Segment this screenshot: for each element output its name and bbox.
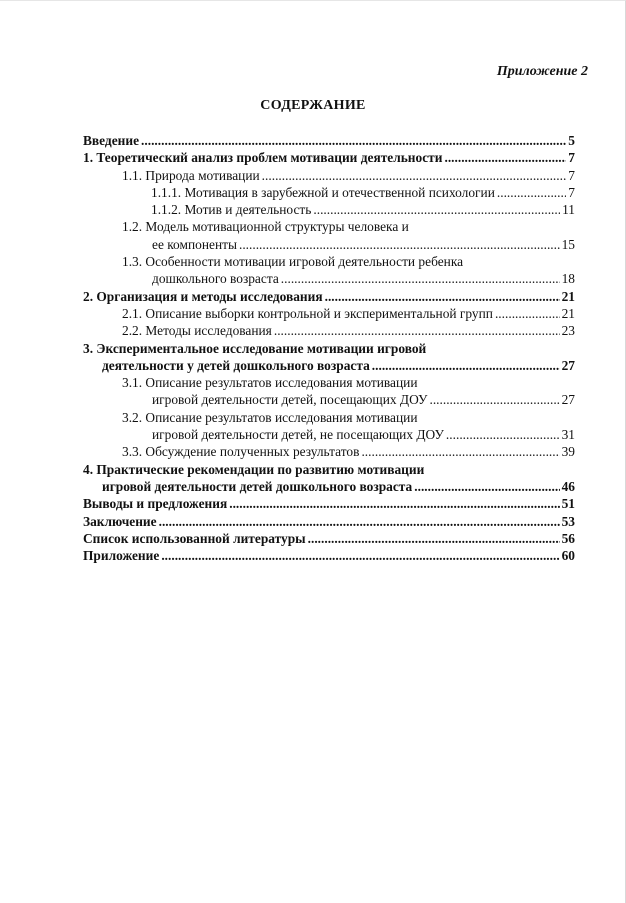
toc-entry-conclusions xyxy=(83,495,575,512)
appendix-label: Приложение 2 xyxy=(496,64,588,79)
dot-leader xyxy=(229,495,559,512)
toc-entry-text: Список использованной литературы xyxy=(83,530,306,546)
dot-leader xyxy=(262,167,567,184)
dot-leader xyxy=(141,132,566,149)
page-title: СОДЕРЖАНИЕ xyxy=(260,98,366,113)
toc-entry-1-1-2 xyxy=(83,201,575,218)
dot-leader xyxy=(446,426,560,443)
toc-entry-appendix xyxy=(83,547,575,564)
dot-leader xyxy=(281,270,560,287)
toc-entry-chapter-4 xyxy=(83,461,575,478)
toc-entry-3-2 xyxy=(83,409,575,426)
toc-page-number: 5 xyxy=(568,133,575,148)
dot-leader xyxy=(161,547,559,564)
dot-leader xyxy=(429,391,559,408)
toc-entry-text: 1.3. Особенности мотивации игровой деятельности ребенка xyxy=(122,254,464,270)
toc-page-number: 27 xyxy=(561,392,575,408)
toc-entry-2-2 xyxy=(83,322,575,339)
dot-leader xyxy=(308,530,560,547)
toc-entry-chapter-1 xyxy=(83,149,575,166)
toc-entry-1-1 xyxy=(83,167,575,184)
toc-entry-text: 1.1.1. Мотивация в зарубежной и отечественной психологии xyxy=(151,184,495,200)
toc-page-number: 60 xyxy=(561,548,575,564)
toc-entry-text: 1.1. Природа мотивации xyxy=(122,167,260,183)
toc-entry-intro xyxy=(83,132,575,149)
toc-entry-text: 3.3. Обсуждение полученных результатов xyxy=(122,444,360,460)
toc-entry-3-1-cont xyxy=(83,391,575,408)
toc-page-number: 51 xyxy=(561,496,575,512)
dot-leader xyxy=(495,305,560,322)
toc-entry-references xyxy=(83,530,575,547)
table-of-contents xyxy=(83,132,575,564)
toc-entry-text: 3.1. Описание результатов исследования мотивации xyxy=(122,375,418,391)
toc-entry-text: 2. Организация и методы исследования xyxy=(83,288,323,304)
toc-entry-1-1-1 xyxy=(83,184,575,201)
toc-entry-summary xyxy=(83,513,575,530)
toc-entry-chapter-2 xyxy=(83,288,575,305)
toc-page-number: 7 xyxy=(568,150,575,166)
toc-entry-text: Выводы и предложения xyxy=(83,496,228,512)
toc-entry-2-1 xyxy=(83,305,575,322)
toc-entry-text-cont: игровой деятельности детей, не посещающих ДОУ xyxy=(152,427,444,443)
toc-entry-text: 2.2. Методы исследования xyxy=(122,323,272,339)
toc-page-number: 21 xyxy=(561,288,575,304)
dot-leader xyxy=(274,322,560,339)
toc-page-number: 23 xyxy=(561,323,575,339)
toc-entry-text-cont: игровой деятельности детей, посещающих ДОУ xyxy=(152,392,428,408)
toc-entry-text-cont: ее компоненты xyxy=(152,236,237,252)
toc-entry-text: Заключение xyxy=(83,513,157,529)
toc-page-number: 53 xyxy=(561,513,575,529)
toc-entry-chapter-3-cont xyxy=(83,357,575,374)
dot-leader xyxy=(497,184,566,201)
toc-page-number: 7 xyxy=(568,184,575,200)
toc-page-number: 18 xyxy=(561,271,575,287)
toc-entry-1-2-cont xyxy=(83,236,575,253)
toc-entry-text: 1.1.2. Мотив и деятельность xyxy=(151,202,312,218)
toc-entry-text: Введение xyxy=(83,133,140,148)
dot-leader xyxy=(159,513,560,530)
dot-leader xyxy=(239,236,560,253)
toc-entry-1-3-cont xyxy=(83,270,575,287)
toc-entry-text-cont: игровой деятельности детей дошкольного возраста xyxy=(102,478,413,494)
toc-entry-text: 1. Теоретический анализ проблем мотивации деятельности xyxy=(83,150,443,166)
toc-entry-text: 2.1. Описание выборки контрольной и экспериментальной групп xyxy=(122,305,493,321)
toc-page-number: 39 xyxy=(561,444,575,460)
toc-entry-3-3 xyxy=(83,443,575,460)
dot-leader xyxy=(444,149,566,166)
toc-page-number: 15 xyxy=(561,236,575,252)
toc-entry-text: 3. Экспериментальное исследование мотивации игровой xyxy=(83,340,427,356)
toc-entry-text: 3.2. Описание результатов исследования мотивации xyxy=(122,409,418,425)
toc-entry-chapter-4-cont xyxy=(83,478,575,495)
toc-entry-3-2-cont xyxy=(83,426,575,443)
toc-entry-chapter-3 xyxy=(83,340,575,357)
toc-entry-text: 1.2. Модель мотивационной структуры человека и xyxy=(122,219,409,235)
dot-leader xyxy=(414,478,559,495)
toc-page-number: 11 xyxy=(562,202,575,218)
toc-entry-text-cont: дошкольного возраста xyxy=(152,271,279,287)
dot-leader xyxy=(361,443,559,460)
toc-page-number: 27 xyxy=(561,357,575,373)
toc-page-number: 7 xyxy=(568,167,575,183)
toc-entry-1-2 xyxy=(83,218,575,235)
toc-page-number: 31 xyxy=(561,427,575,443)
toc-page-number: 46 xyxy=(561,478,575,494)
toc-entry-text-cont: деятельности у детей дошкольного возраста xyxy=(102,357,370,373)
dot-leader xyxy=(325,288,560,305)
toc-entry-3-1 xyxy=(83,374,575,391)
toc-page-number: 21 xyxy=(561,305,575,321)
dot-leader xyxy=(372,357,560,374)
toc-entry-text: Приложение xyxy=(83,548,160,564)
dot-leader xyxy=(313,201,560,218)
toc-entry-text: 4. Практические рекомендации по развитию мотивации xyxy=(83,461,425,477)
toc-entry-1-3 xyxy=(83,253,575,270)
toc-page-number: 56 xyxy=(561,530,575,546)
